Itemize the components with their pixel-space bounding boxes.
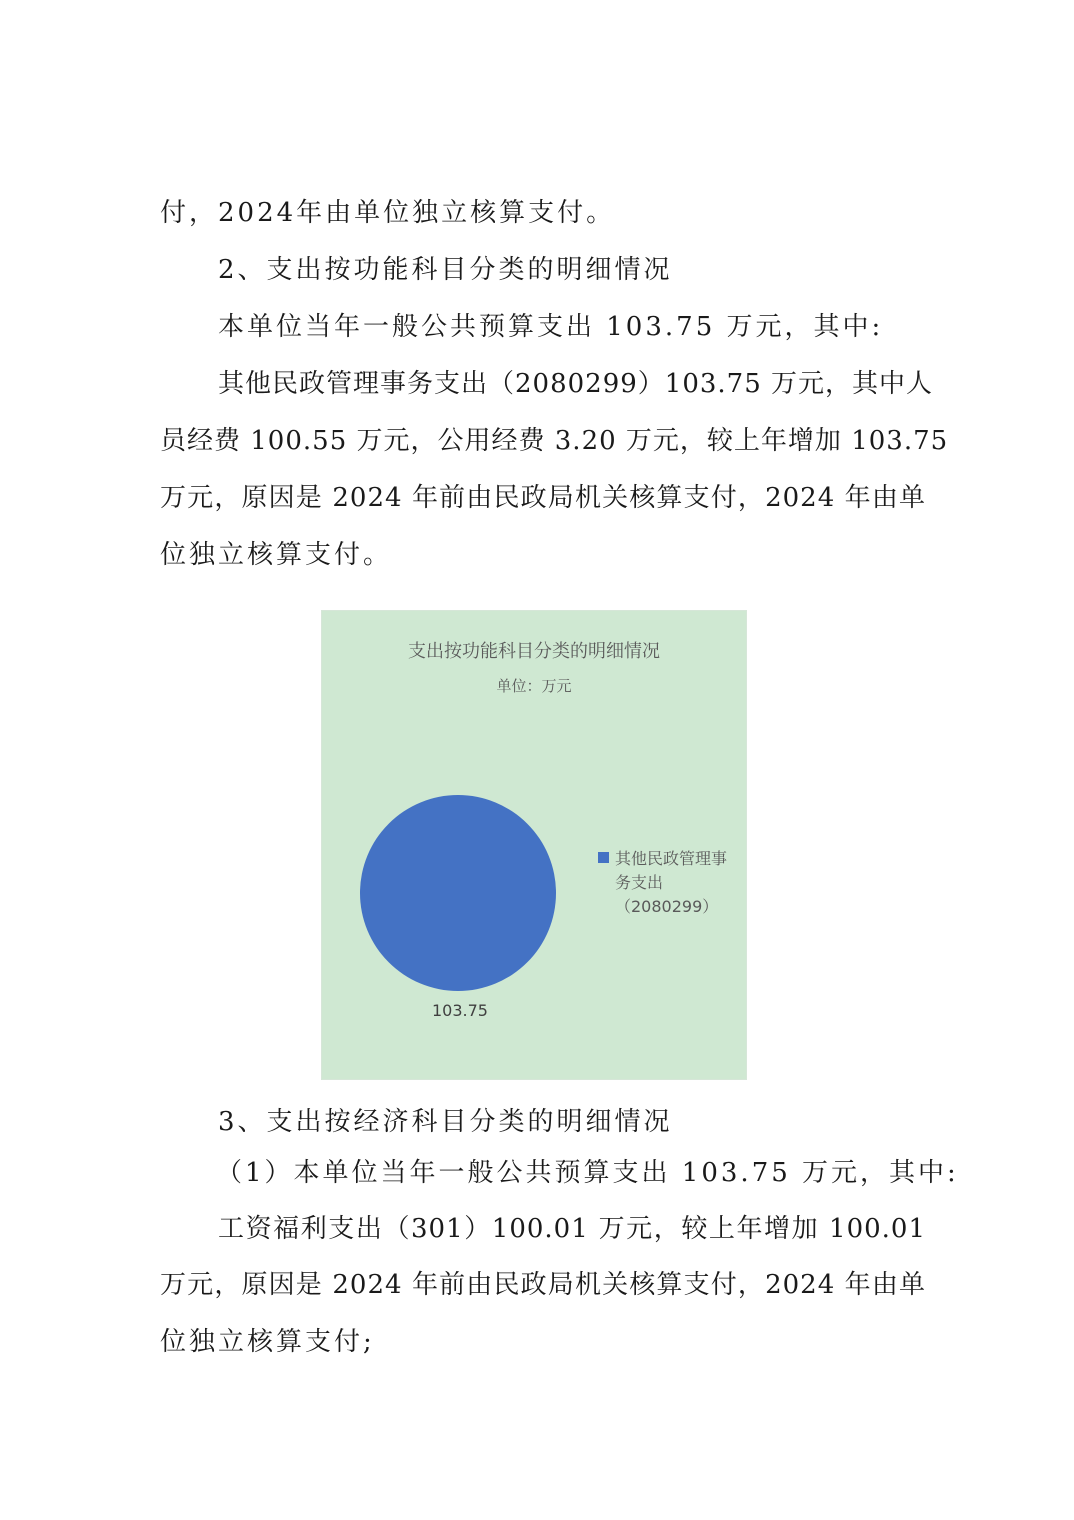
legend-swatch <box>598 852 609 863</box>
pie-plot <box>322 611 746 1079</box>
paragraph-detail-line: 位独立核算支付。 <box>160 540 393 570</box>
section-heading-3: 3、支出按经济科目分类的明细情况 <box>218 1107 673 1137</box>
paragraph-total-econ: （1）本单位当年一般公共预算支出 103.75 万元，其中: <box>216 1158 959 1188</box>
pie-chart <box>322 611 746 1079</box>
section-heading-2: 2、支出按功能科目分类的明细情况 <box>218 255 673 285</box>
paragraph-detail-line: 万元，原因是 2024 年前由民政局机关核算支付，2024 年由单 <box>160 483 926 513</box>
chart-title: 支出按功能科目分类的明细情况 <box>408 641 660 662</box>
paragraph-detail-line: 其他民政管理事务支出（2080299）103.75 万元，其中人 <box>218 369 934 399</box>
chart-legend <box>598 847 738 919</box>
paragraph-detail-line: 万元，原因是 2024 年前由民政局机关核算支付，2024 年由单 <box>160 1270 926 1300</box>
legend-label: 其他民政管理事务支出（2080299） <box>615 849 728 916</box>
paragraph-detail-line: 位独立核算支付; <box>160 1327 375 1357</box>
pie-data-label: 103.75 <box>432 1001 488 1020</box>
pie-slice <box>360 795 556 991</box>
paragraph-detail-line: 工资福利支出（301）100.01 万元，较上年增加 100.01 <box>218 1214 926 1244</box>
paragraph-detail-line: 员经费 100.55 万元，公用经费 3.20 万元，较上年增加 103.75 <box>160 426 949 456</box>
chart-subtitle: 单位：万元 <box>496 677 572 695</box>
paragraph-continuation: 付，2024年由单位独立核算支付。 <box>160 198 616 228</box>
paragraph-total: 本单位当年一般公共预算支出 103.75 万元，其中: <box>218 312 884 342</box>
